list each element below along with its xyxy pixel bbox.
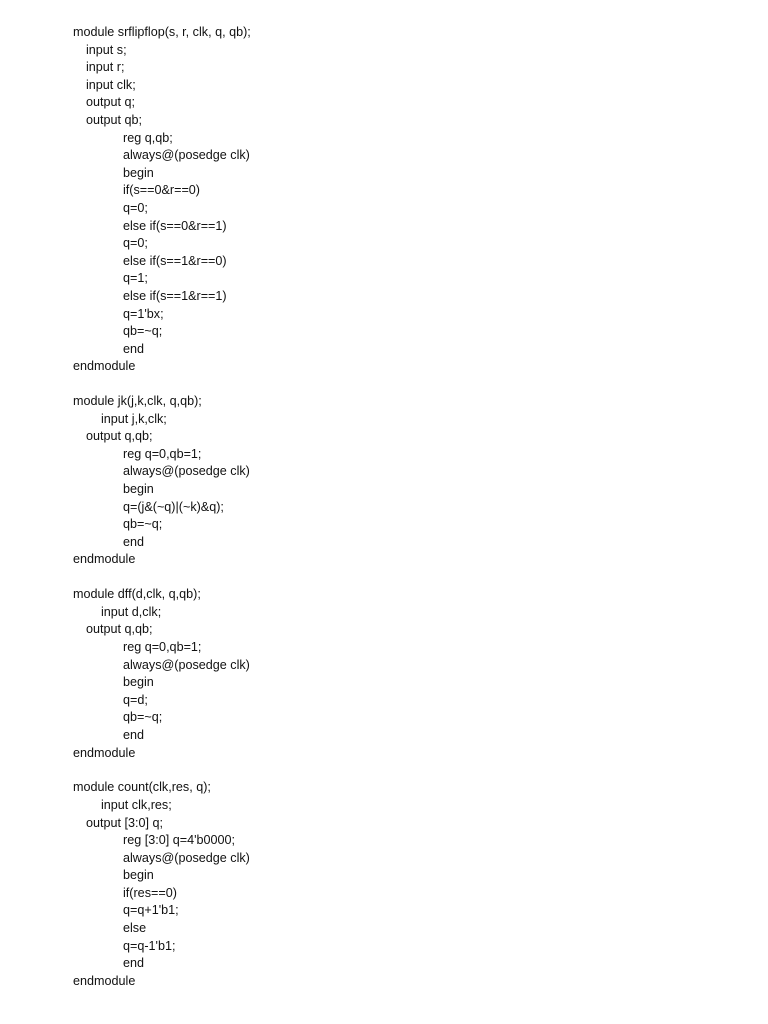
code-line: q=q-1'b1; (123, 938, 176, 953)
code-line: q=q+1'b1; (123, 903, 179, 918)
code-line: if(res==0) (123, 885, 177, 900)
code-line: q=d; (123, 692, 148, 707)
module-header-line: module count(clk,res, q); (73, 780, 211, 795)
code-line: else if(s==1&r==0) (123, 253, 227, 268)
code-line: input clk; (86, 77, 136, 92)
module-footer-line: endmodule (73, 973, 136, 988)
module-block (73, 393, 713, 569)
code-line: q=1; (123, 271, 148, 286)
code-line: output q,qb; (86, 429, 153, 444)
module-block (73, 24, 713, 376)
code-line: input s; (86, 42, 127, 57)
code-line: reg q=0,qb=1; (123, 639, 202, 654)
code-line: output q,qb; (86, 622, 153, 637)
code-line: q=(j&(~q)|(~k)&q); (123, 499, 224, 514)
code-line: end (123, 956, 145, 971)
code-line: qb=~q; (123, 324, 163, 339)
code-line: if(s==0&r==0) (123, 183, 201, 198)
code-line: else if(s==1&r==1) (123, 288, 227, 303)
module-header-line: module srflipflop(s, r, clk, q, qb); (73, 25, 251, 39)
blank-line (73, 762, 713, 779)
code-line: begin (123, 165, 154, 180)
verilog-code-block (73, 24, 713, 990)
code-line: reg q,qb; (123, 130, 173, 145)
code-line: end (123, 341, 145, 356)
blank-line (73, 569, 713, 586)
code-line: always@(posedge clk) (123, 148, 250, 163)
code-line: begin (123, 482, 154, 497)
code-line: input r; (86, 60, 125, 75)
code-line: begin (123, 675, 154, 690)
code-line: output q; (86, 95, 136, 110)
module-footer-line: endmodule (73, 745, 136, 760)
code-line: input j,k,clk; (101, 411, 167, 426)
code-line: q=0; (123, 200, 148, 215)
code-line: qb=~q; (123, 710, 163, 725)
code-line: input clk,res; (101, 797, 172, 812)
code-line: qb=~q; (123, 517, 163, 532)
code-line: else if(s==0&r==1) (123, 218, 227, 233)
code-line: output [3:0] q; (86, 815, 164, 830)
code-line: always@(posedge clk) (123, 657, 250, 672)
module-footer-line: endmodule (73, 552, 136, 567)
code-line: else (123, 921, 147, 936)
code-line: always@(posedge clk) (123, 850, 250, 865)
code-line: begin (123, 868, 154, 883)
code-line: always@(posedge clk) (123, 464, 250, 479)
code-line: reg [3:0] q=4'b0000; (123, 833, 235, 848)
code-line: q=1'bx; (123, 306, 164, 321)
module-block (73, 586, 713, 762)
code-line: input d,clk; (101, 604, 162, 619)
code-line: end (123, 727, 145, 742)
code-line: reg q=0,qb=1; (123, 446, 202, 461)
code-line: q=0; (123, 236, 148, 251)
blank-line (73, 376, 713, 393)
code-line: end (123, 534, 145, 549)
code-line: output qb; (86, 112, 143, 127)
module-header-line: module dff(d,clk, q,qb); (73, 587, 201, 602)
module-header-line: module jk(j,k,clk, q,qb); (73, 394, 202, 409)
module-block (73, 779, 713, 990)
module-footer-line: endmodule (73, 359, 136, 374)
